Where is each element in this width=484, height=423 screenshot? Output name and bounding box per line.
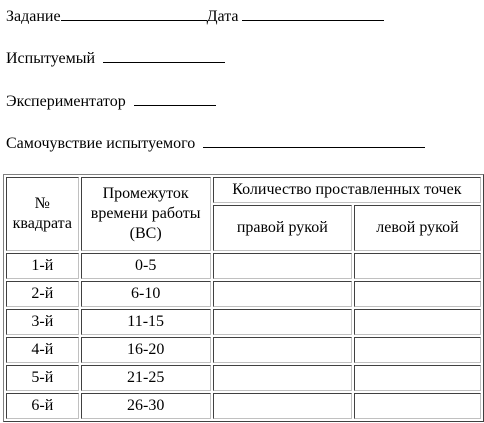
experimenter-field[interactable]: [134, 91, 216, 106]
interval-cell: 21-25: [81, 365, 211, 391]
date-field[interactable]: [242, 6, 384, 21]
table-header-row: [6, 177, 481, 203]
task-label: Задание: [6, 8, 61, 25]
subject-label: Испытуемый: [6, 50, 96, 67]
experimenter-label: Экспериментатор: [6, 93, 126, 110]
right-hand-cell[interactable]: [213, 309, 352, 335]
square-cell: 5-й: [6, 365, 79, 391]
left-hand-cell[interactable]: [354, 365, 481, 391]
interval-cell: 11-15: [81, 309, 211, 335]
left-hand-cell[interactable]: [354, 337, 481, 363]
header-left-hand: левой рукой: [354, 205, 481, 251]
right-hand-cell[interactable]: [213, 337, 352, 363]
wellbeing-field[interactable]: [203, 133, 425, 148]
table-row: [6, 365, 481, 391]
square-cell: 2-й: [6, 281, 79, 307]
header-square-no: № квадрата: [6, 177, 79, 251]
square-cell: 3-й: [6, 309, 79, 335]
right-hand-cell[interactable]: [213, 281, 352, 307]
subject-line: [6, 48, 225, 66]
right-hand-cell[interactable]: [213, 365, 352, 391]
square-cell: 1-й: [6, 253, 79, 279]
interval-cell: 16-20: [81, 337, 211, 363]
experimenter-line: [6, 91, 216, 109]
left-hand-cell[interactable]: [354, 281, 481, 307]
table-row: [6, 393, 481, 419]
header-interval: Промежуток времени работы (ВС): [81, 177, 211, 251]
date-label: Дата: [206, 8, 239, 25]
table-row: [6, 281, 481, 307]
interval-cell: 6-10: [81, 281, 211, 307]
left-hand-cell[interactable]: [354, 393, 481, 419]
table-row: [6, 253, 481, 279]
table-row: [6, 309, 481, 335]
right-hand-cell[interactable]: [213, 253, 352, 279]
square-cell: 6-й: [6, 393, 79, 419]
subject-field[interactable]: [103, 48, 225, 63]
header-points-count: Количество проставленных точек: [213, 177, 481, 203]
left-hand-cell[interactable]: [354, 309, 481, 335]
interval-cell: 0-5: [81, 253, 211, 279]
table-row: [6, 337, 481, 363]
task-field[interactable]: [61, 6, 207, 21]
square-cell: 4-й: [6, 337, 79, 363]
right-hand-cell[interactable]: [213, 393, 352, 419]
header-right-hand: правой рукой: [213, 205, 352, 251]
task-date-line: [6, 6, 384, 24]
left-hand-cell[interactable]: [354, 253, 481, 279]
interval-cell: 26-30: [81, 393, 211, 419]
wellbeing-label: Самочувствие испытуемого: [6, 135, 196, 152]
wellbeing-line: [6, 133, 425, 151]
results-table: [3, 174, 484, 422]
